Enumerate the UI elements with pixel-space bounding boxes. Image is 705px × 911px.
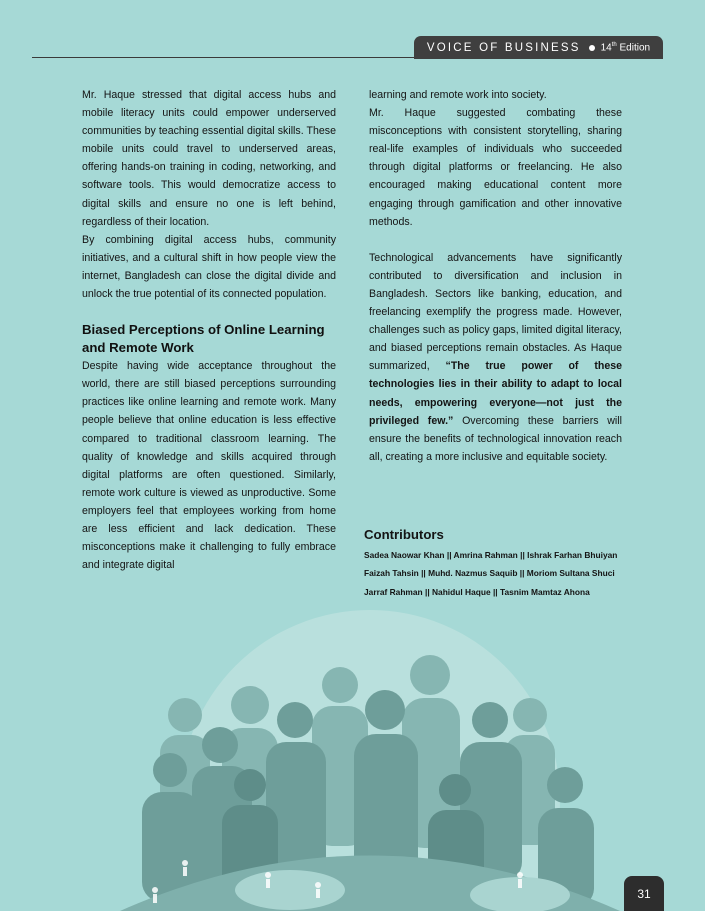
header-rule [32,57,414,58]
contributor-line: Sadea Naowar Khan || Amrina Rahman || Ishrak Farhan Bhuiyan [364,550,618,560]
paragraph: Technological advancements have significantly contributed to diversification and inclusion in Bangladesh. Sectors like banking, education, and freelancing exemplify the progress made. However, challenges such as policy gaps, limited digital literacy, and biased perceptions remain obstacles. As Haque summarized, “The true power of these technologies lies in their ability to adapt to local needs, empowering everyone—not just the privileged few.” Overcoming these barriers will ensure the benefits of technological innovation reach all, creating a more inclusive and equitable society. [369,251,623,463]
paragraph: learning and remote work into society. [369,89,547,101]
paragraph: Despite having wide acceptance throughout the world, there are still biased perceptions surrounding practices like online learning and remote work. Many people believe that online education is less effective compared to traditional classroom learning. The quality of knowledge and skills acquired through digital platforms are often questioned. Similarly, remote work culture is viewed as unproductive. Some employers feel that employees working from home are less efficient and lack dedication. These misconceptions make it challenging to fully embrace and integrate digital [82,360,336,572]
header-tab [414,36,663,59]
contributor-line: Jarraf Rahman || Nahidul Haque || Tasnim Mamtaz Ahona [364,586,590,597]
left-column [82,86,336,574]
edition-label: 14th Edition [600,41,651,54]
publication-title: VOICE OF BUSINESS [426,41,581,54]
community-globe-illustration [0,600,705,911]
pull-quote: “The true power of these technologies lies in their ability to adapt to local needs, empowering everyone—not just the privileged few.” [369,360,623,427]
section-heading: Biased Perceptions of Online Learning and Remote Work [82,322,325,356]
paragraph: Mr. Haque suggested combating these misconceptions with consistent storytelling, sharing real-life examples of individuals who succeeded through digital platforms or freelancing. He also encouraged making educational content more engaging through gamification and other innovative methods. [369,107,622,228]
page-number: 31 [624,876,664,911]
contributors-title: Contributors [364,527,444,542]
contributors-list [364,546,664,601]
bullet-dot-icon [589,45,595,51]
right-column [369,86,622,466]
paragraph: By combining digital access hubs, community initiatives, and a cultural shift in how people view the internet, Bangladesh can close the digital divide and unlock the true potential of its connected population. [82,233,336,301]
contributor-line: Faizah Tahsin || Muhd. Nazmus Saquib || Moriom Sultana Shuci [364,568,615,579]
paragraph: Mr. Haque stressed that digital access hubs and mobile literacy units could empower underserved communities by teaching essential digital skills. These mobile units could travel to underserved areas, offering hands-on training in coding, networking, and software tools. This would democratize access to digital skills and ensure no one is left behind, regardless of their location. [82,89,336,228]
